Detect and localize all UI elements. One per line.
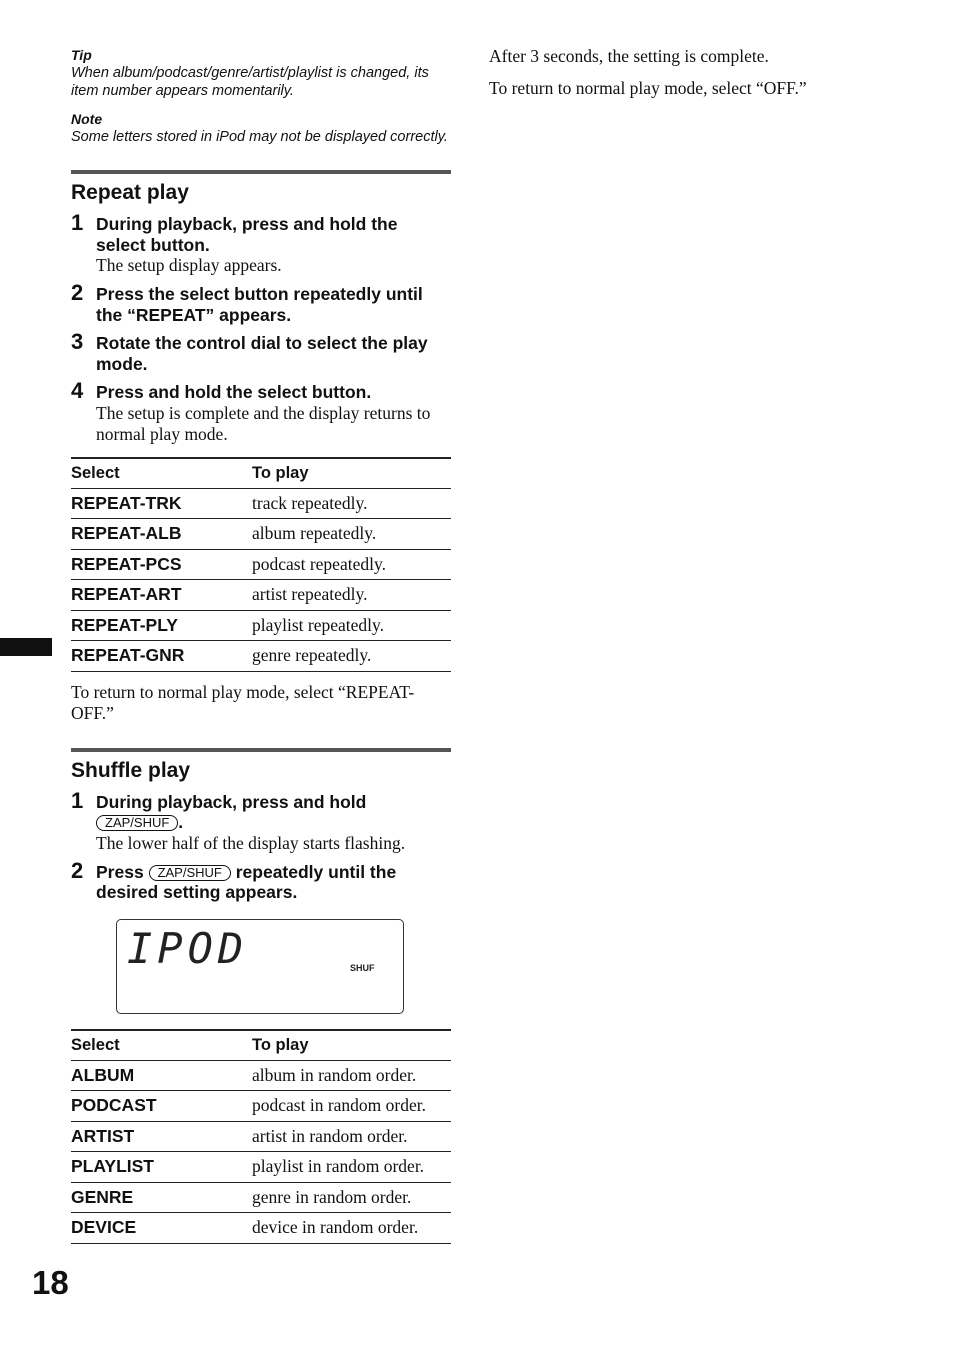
header-select: Select: [71, 458, 252, 489]
mode-name: REPEAT-GNR: [71, 641, 252, 672]
mode-name: ALBUM: [71, 1060, 252, 1091]
mode-description: playlist in random order.: [252, 1152, 451, 1183]
mode-name: REPEAT-ALB: [71, 519, 252, 550]
mode-description: album in random order.: [252, 1060, 451, 1091]
repeat-step-2: [71, 280, 451, 325]
step-instruction-pre: Press: [96, 861, 144, 882]
mode-description: artist repeatedly.: [252, 580, 451, 611]
repeat-play-heading: Repeat play: [71, 181, 189, 204]
step-number: 2: [71, 857, 84, 883]
zap-shuf-button-label: ZAP/SHUF: [149, 865, 231, 881]
header-to-play: To play: [252, 1030, 451, 1061]
step-instruction: Press and hold the select button.: [96, 382, 372, 402]
mode-name: REPEAT-TRK: [71, 488, 252, 519]
section-divider: [71, 170, 451, 174]
table-row: [71, 580, 451, 611]
mode-description: playlist repeatedly.: [252, 610, 451, 641]
step-instruction-post: repeatedly until the desired setting appears.: [96, 861, 397, 902]
header-select: Select: [71, 1030, 252, 1061]
mode-description: device in random order.: [252, 1213, 451, 1244]
step-number: 3: [71, 329, 84, 354]
table-row: [71, 1182, 451, 1213]
mode-description: album repeatedly.: [252, 519, 451, 550]
step-instruction: [96, 792, 451, 833]
repeat-step-1: [71, 210, 451, 276]
step-instruction: Press the select button repeatedly until the “REPEAT” appears.: [96, 284, 423, 325]
mode-description: track repeatedly.: [252, 488, 451, 519]
table-row: [71, 1213, 451, 1244]
step-description: The setup display appears.: [96, 255, 282, 275]
table-row: [71, 1091, 451, 1122]
note-title: Note: [71, 111, 103, 127]
return-normal-text: To return to normal play mode, select “OFF.”: [489, 78, 807, 98]
section-divider: [71, 748, 451, 752]
table-row: [71, 1121, 451, 1152]
step-number: 4: [71, 378, 84, 403]
table-row: [71, 488, 451, 519]
table-row: [71, 549, 451, 580]
repeat-footer-text: To return to normal play mode, select “REPEAT-OFF.”: [71, 681, 415, 723]
table-header-row: [71, 458, 451, 489]
table-row: [71, 641, 451, 672]
shuffle-step-1: [71, 787, 451, 854]
lcd-shuf-indicator: SHUF: [350, 962, 375, 973]
step-instruction-text: During playback, press and hold: [96, 791, 367, 812]
shuffle-step-2: [71, 857, 451, 903]
table-row: [71, 610, 451, 641]
page-number: 18: [32, 1264, 69, 1301]
step-instruction: [96, 862, 451, 903]
step-description: The lower half of the display starts flashing.: [96, 832, 406, 853]
repeat-step-3: [71, 329, 451, 374]
mode-name: GENRE: [71, 1182, 252, 1213]
right-column: [489, 46, 909, 110]
zap-shuf-button-label: ZAP/SHUF: [96, 815, 178, 831]
shuffle-play-heading: Shuffle play: [71, 758, 191, 782]
shuffle-modes-table: [71, 1029, 451, 1244]
header-to-play: To play: [252, 458, 451, 489]
table-header-row: [71, 1030, 451, 1061]
mode-name: ARTIST: [71, 1121, 252, 1152]
mode-name: REPEAT-ART: [71, 580, 252, 611]
mode-description: artist in random order.: [252, 1121, 451, 1152]
mode-name: PODCAST: [71, 1091, 252, 1122]
mode-description: podcast repeatedly.: [252, 549, 451, 580]
mode-name: REPEAT-PLY: [71, 610, 252, 641]
lcd-display-illustration: [116, 919, 404, 1014]
table-row: [71, 1060, 451, 1091]
mode-description: podcast in random order.: [252, 1091, 451, 1122]
step-number: 1: [71, 787, 84, 813]
step-instruction: During playback, press and hold the select button.: [96, 214, 398, 255]
lcd-main-text: IPOD: [127, 923, 249, 973]
setting-complete-text: After 3 seconds, the setting is complete.: [489, 46, 769, 66]
mode-name: REPEAT-PCS: [71, 549, 252, 580]
repeat-modes-table: [71, 457, 451, 672]
section-edge-tab: [0, 638, 52, 656]
mode-description: genre repeatedly.: [252, 641, 451, 672]
left-column: [71, 46, 451, 1244]
tip-title: Tip: [71, 47, 92, 63]
table-row: [71, 1152, 451, 1183]
mode-description: genre in random order.: [252, 1182, 451, 1213]
mode-name: PLAYLIST: [71, 1152, 252, 1183]
tip-body: When album/podcast/genre/artist/playlist is changed, its item number appears momentarily.: [71, 65, 429, 99]
step-number: 1: [71, 210, 84, 235]
step-instruction: Rotate the control dial to select the play mode.: [96, 333, 428, 374]
note-body: Some letters stored in iPod may not be displayed correctly.: [71, 129, 448, 145]
repeat-step-4: [71, 378, 451, 445]
step-number: 2: [71, 280, 84, 305]
table-row: [71, 519, 451, 550]
mode-name: DEVICE: [71, 1213, 252, 1244]
step-instruction-end: .: [178, 812, 184, 832]
step-description: The setup is complete and the display returns to normal play mode.: [96, 402, 431, 444]
